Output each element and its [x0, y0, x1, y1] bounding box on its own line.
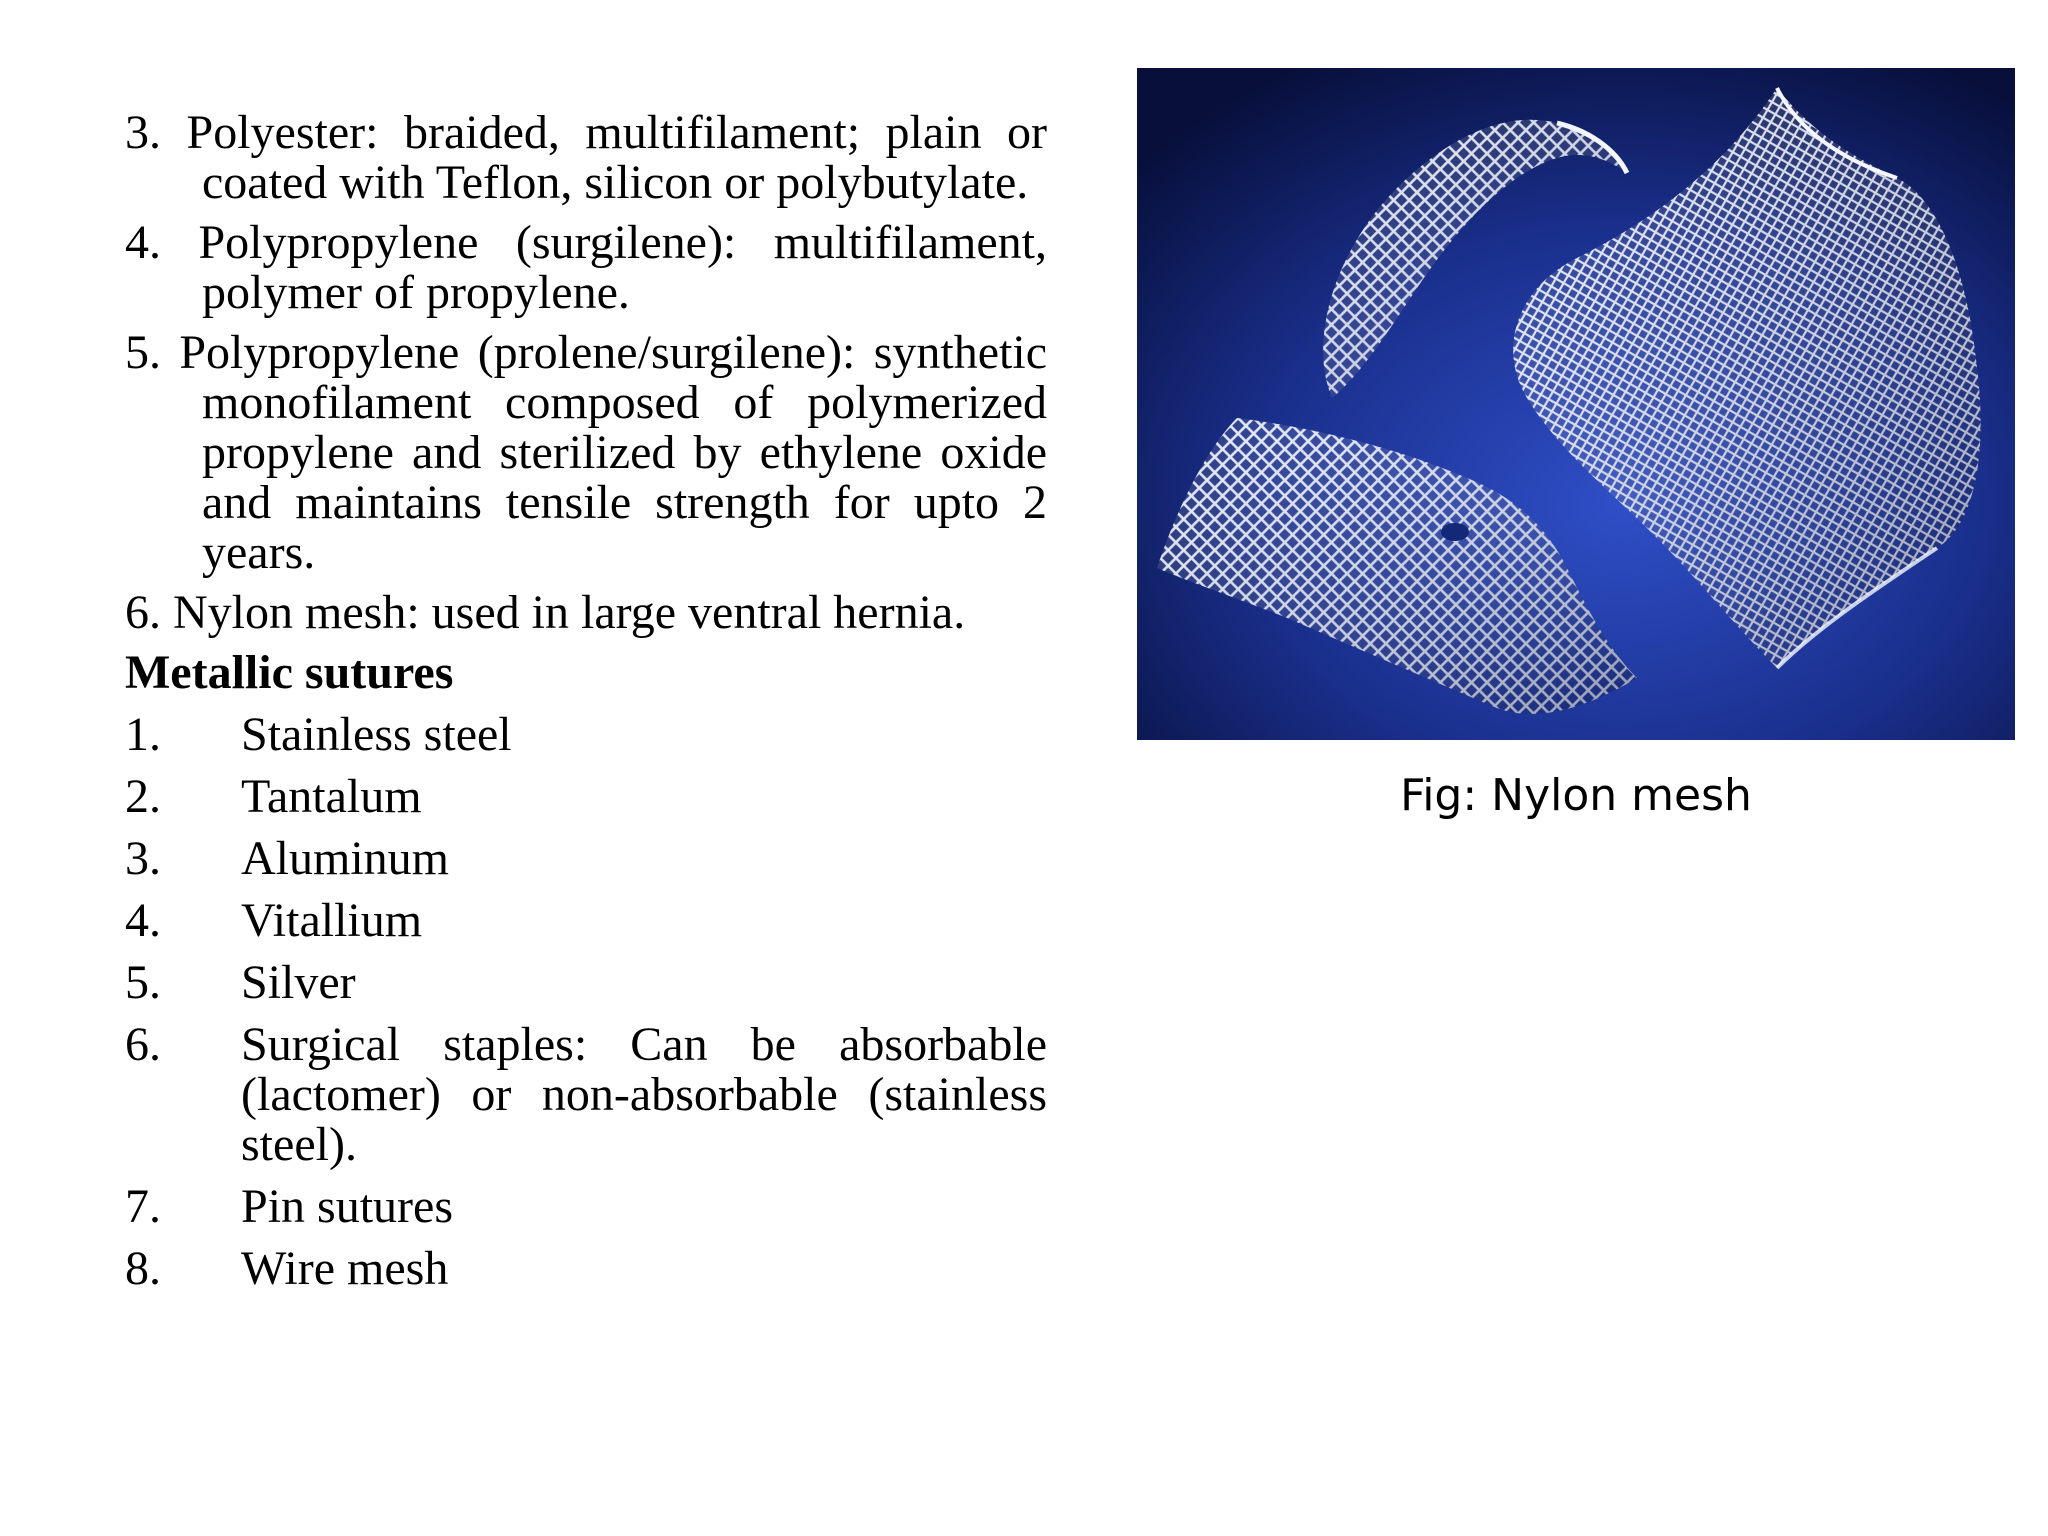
item-text: Tantalum	[241, 770, 422, 823]
item-number: 7.	[125, 1180, 161, 1233]
item-text: Vitallium	[241, 894, 423, 947]
synthetic-item-polyester: 3. Polyester: braided, multifilament; plain or coated with Teflon, silicon or polybutylate.	[125, 106, 1047, 209]
item-text: Pin sutures	[241, 1180, 454, 1233]
slide-text-column	[125, 108, 1047, 1306]
metallic-item	[125, 710, 1047, 760]
metallic-item	[125, 958, 1047, 1008]
item-number: 4.	[125, 894, 161, 947]
item-number: 2.	[125, 770, 161, 823]
metallic-item	[125, 1020, 1047, 1170]
item-text: Silver	[241, 956, 356, 1009]
item-text: Aluminum	[241, 832, 450, 885]
item-text: Surgical staples: Can be absorbable (lactomer) or non-absorbable (stainless steel).	[241, 1018, 1047, 1171]
metallic-item	[125, 1244, 1047, 1294]
item-number: 6.	[125, 1018, 161, 1071]
metallic-item	[125, 772, 1047, 822]
item-text: Stainless steel	[241, 708, 512, 761]
item-number: 3.	[125, 832, 161, 885]
item-number: 1.	[125, 708, 161, 761]
synthetic-item-prolene: 5. Polypropylene (prolene/surgilene): synthetic monofilament composed of polymerized propylene and sterilized by ethylene oxide and maintains tensile strength for upto 2 years.	[125, 326, 1047, 579]
synthetic-item-nylon-mesh: 6. Nylon mesh: used in large ventral hernia.	[125, 586, 966, 639]
figure-caption: Fig: Nylon mesh	[1400, 770, 1752, 821]
metallic-sutures-heading: Metallic sutures	[125, 646, 454, 699]
nylon-mesh-photo	[1137, 68, 2015, 740]
nylon-mesh-illustration	[1137, 68, 2015, 740]
item-text: Wire mesh	[241, 1242, 449, 1295]
metallic-item	[125, 896, 1047, 946]
item-number: 8.	[125, 1242, 161, 1295]
metallic-item	[125, 1182, 1047, 1232]
synthetic-item-surgilene: 4. Polypropylene (surgilene): multifilament, polymer of propylene.	[125, 216, 1047, 319]
metallic-item	[125, 834, 1047, 884]
item-number: 5.	[125, 956, 161, 1009]
